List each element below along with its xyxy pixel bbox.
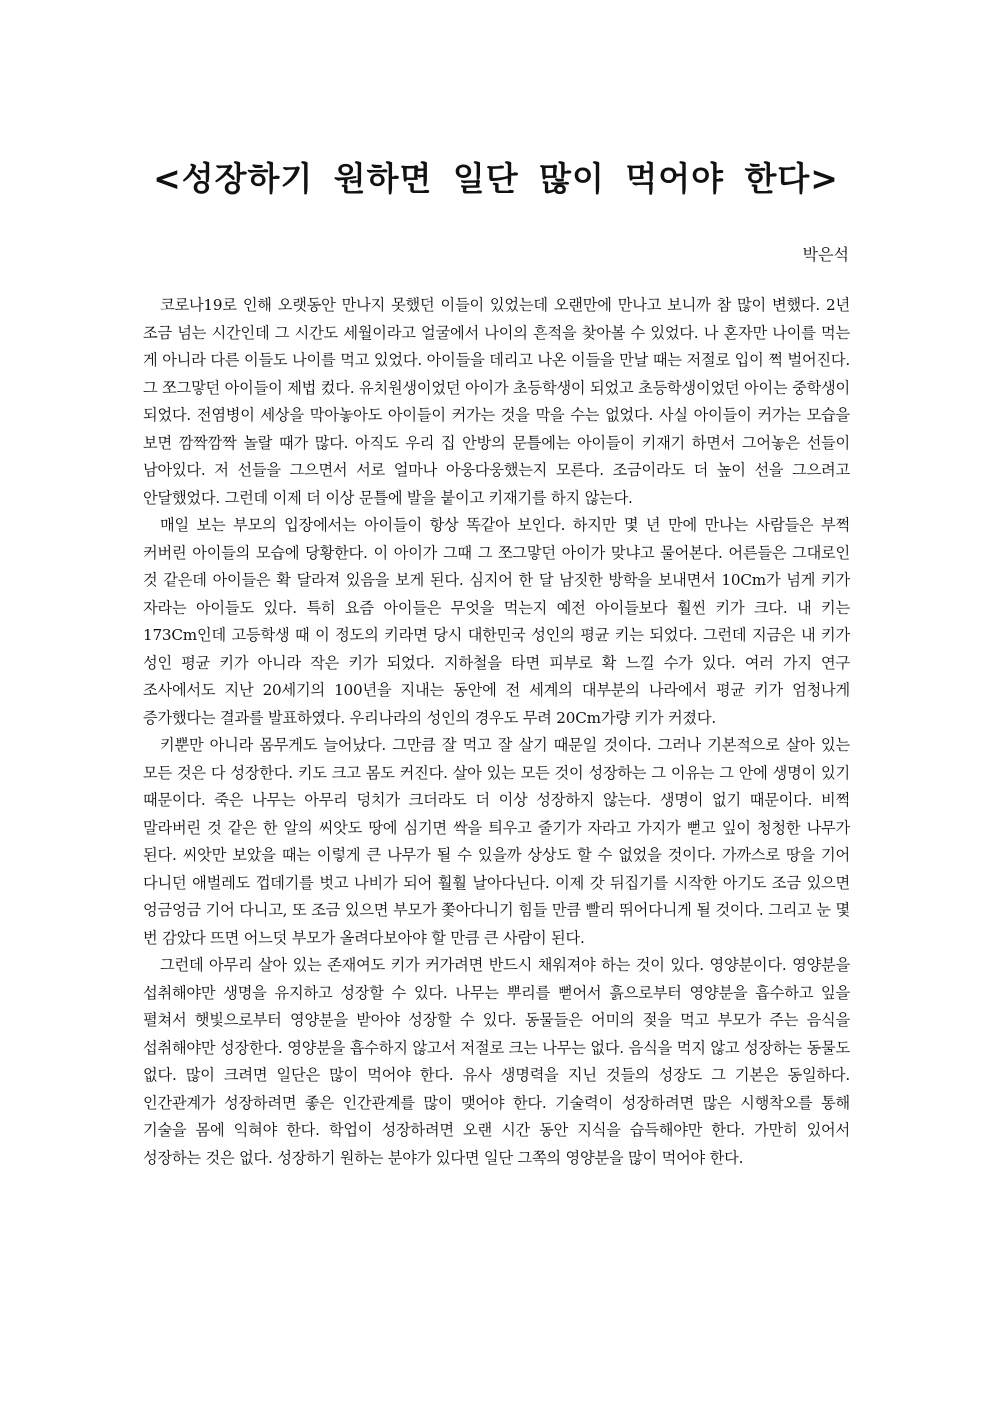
paragraph-4: 그런데 아무리 살아 있는 존재여도 키가 커가려면 반드시 채워져야 하는 것이 있다. 영양분이다. 영양분을 섭취해야만 생명을 유지하고 성장할 수 있다. 나무는 뿌리를 뻗어서 흙으로부터 영양분을 흡수하고 잎을 펼쳐서 햇빛으로부터 영양분을 받아야 성장할 수 있다. 동물들은 어미의 젖을 먹고 부모가 주는 음식을 섭취해야만 성장한다. 영양분을 흡수하지 않고서 저절로 크는 나무는 없다. 음식을 먹지 않고 성장하는 동물도 없다. 많이 크려면 일단은 많이 먹어야 한다. 유사 생명력을 지닌 것들의 성장도 그 기본은 동일하다. 인간관계가 성장하려면 좋은 인간관계를 많이 맺어야 한다. 기술력이 성장하려면 많은 시행착오를 통해 기술을 몸에 익혀야 한다. 학업이 성장하려면 오랜 시간 동안 지식을 습득해야만 한다. 가만히 있어서 성장하는 것은 없다. 성장하기 원하는 분야가 있다면 일단 그쪽의 영양분을 많이 먹어야 한다. [143, 956, 850, 1167]
paragraph-3: 키뿐만 아니라 몸무게도 늘어났다. 그만큼 잘 먹고 잘 살기 때문일 것이다. 그러나 기본적으로 살아 있는 모든 것은 다 성장한다. 키도 크고 몸도 커진다. 살아 있는 모든 것이 성장하는 그 이유는 그 안에 생명이 있기 때문이다. 죽은 나무는 아무리 덩치가 크더라도 더 이상 성장하지 않는다. 생명이 없기 때문이다. 비쩍 말라버린 것 같은 한 알의 씨앗도 땅에 심기면 싹을 틔우고 줄기가 자라고 가지가 뻗고 잎이 청청한 나무가 된다. 씨앗만 보았을 때는 이렇게 큰 나무가 될 수 있을까 상상도 할 수 없었을 것이다. 가까스로 땅을 기어 다니던 애벌레도 껍데기를 벗고 나비가 되어 훨훨 날아다닌다. 이제 갓 뒤집기를 시작한 아기도 조금 있으면 엉금엉금 기어 다니고, 또 조금 있으면 부모가 쫓아다니기 힘들 만큼 빨리 뛰어다니게 될 것이다. 그리고 눈 몇 번 감았다 뜨면 어느덧 부모가 올려다보아야 할 만큼 큰 사람이 된다. [143, 736, 850, 947]
paragraph-1: 코로나19로 인해 오랫동안 만나지 못했던 이들이 있었는데 오랜만에 만나고 보니까 참 많이 변했다. 2년 조금 넘는 시간인데 그 시간도 세월이라고 얼굴에서 나이의 흔적을 찾아볼 수 있었다. 나 혼자만 나이를 먹는 게 아니라 다른 이들도 나이를 먹고 있었다. 아이들을 데리고 나온 이들을 만날 때는 저절로 입이 쩍 벌어진다. 그 쪼그맣던 아이들이 제법 컸다. 유치원생이었던 아이가 초등학생이 되었고 초등학생이었던 아이는 중학생이 되었다. 전염병이 세상을 막아놓아도 아이들이 커가는 것을 막을 수는 없었다. 사실 아이들이 커가는 모습을 보면 깜짝깜짝 놀랄 때가 많다. 아직도 우리 집 안방의 문틀에는 아이들이 키재기 하면서 그어놓은 선들이 남아있다. 저 선들을 그으면서 서로 얼마나 아웅다웅했는지 모른다. 조금이라도 더 높이 선을 그으려고 안달했었다. 그런데 이제 더 이상 문틀에 발을 붙이고 키재기를 하지 않는다. [143, 296, 850, 507]
page-title: <성장하기 원하면 일단 많이 먹어야 한다> [153, 159, 839, 198]
paragraph-2: 매일 보는 부모의 입장에서는 아이들이 항상 똑같아 보인다. 하지만 몇 년 만에 만나는 사람들은 부쩍 커버린 아이들의 모습에 당황한다. 이 아이가 그때 그 쪼그맣던 아이가 맞냐고 물어본다. 어른들은 그대로인 것 같은데 아이들은 확 달라져 있음을 보게 된다. 심지어 한 달 남짓한 방학을 보내면서 10Cm가 넘게 키가 자라는 아이들도 있다. 특히 요즘 아이들은 무엇을 먹는지 예전 아이들보다 훨씬 키가 크다. 내 키는 173Cm인데 고등학생 때 이 정도의 키라면 당시 대한민국 성인의 평균 키는 되었다. 그런데 지금은 내 키가 성인 평균 키가 아니라 작은 키가 되었다. 지하철을 타면 피부로 확 느낄 수가 있다. 여러 가지 연구 조사에서도 지난 20세기의 100년을 지내는 동안에 전 세계의 대부분의 나라에서 평균 키가 엄청나게 증가했다는 결과를 발표하였다. 우리나라의 성인의 경우도 무려 20Cm가량 키가 커졌다. [143, 516, 850, 727]
article-body [143, 292, 850, 1172]
author-name: 박은석 [802, 245, 849, 264]
